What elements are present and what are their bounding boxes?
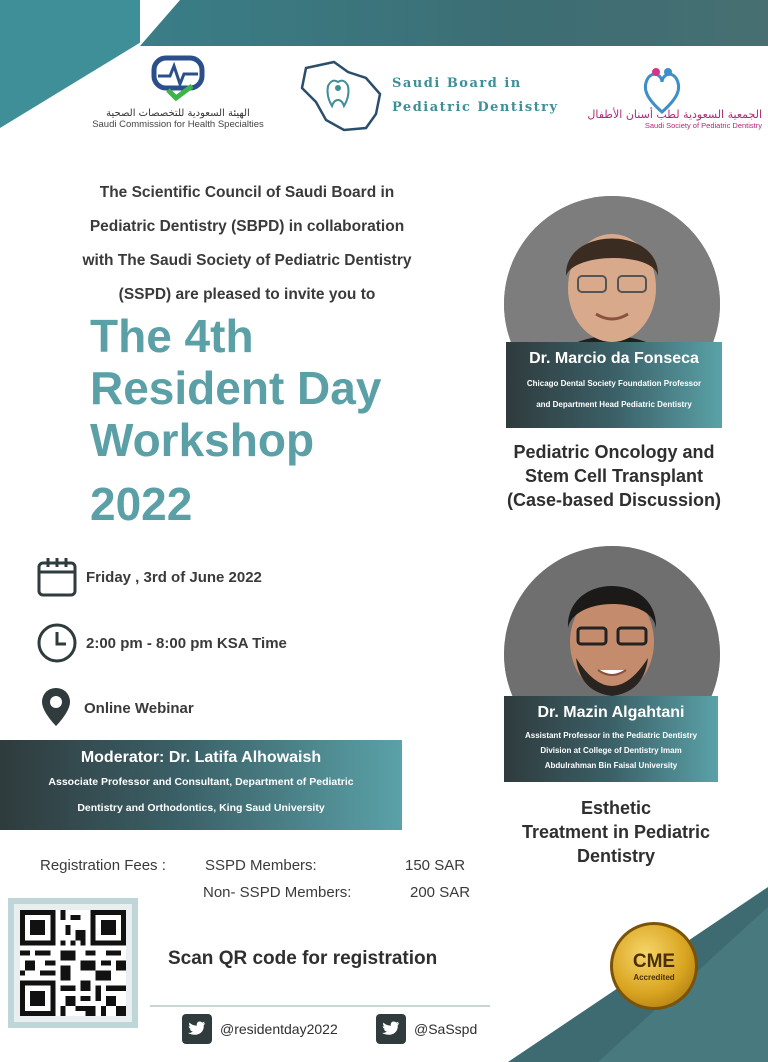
cme-badge-title: CME bbox=[632, 950, 676, 972]
title-line-2: Resident Day bbox=[90, 362, 382, 414]
sbpd-name-line2: Pediatric Dentistry bbox=[392, 100, 559, 115]
twitter-icon bbox=[182, 1014, 212, 1044]
speaker-1-topic-line-3: (Case-based Discussion) bbox=[506, 490, 722, 510]
location-pin-icon bbox=[40, 686, 72, 730]
speaker-2-role-1: Assistant Professor in the Pediatric Dentistry bbox=[524, 731, 698, 740]
invitation-line-3: with The Saudi Society of Pediatric Dentistry bbox=[82, 252, 412, 269]
heart-tooth-icon bbox=[640, 64, 684, 116]
invitation-line-1: The Scientific Council of Saudi Board in bbox=[99, 184, 395, 201]
nonmember-fee-label: Non- SSPD Members: bbox=[203, 884, 352, 901]
invitation-line-4: (SSPD) are pleased to invite you to bbox=[118, 286, 376, 303]
decorative-band-cut bbox=[140, 0, 180, 46]
moderator-description-1: Associate Professor and Consultant, Department of Pediatric bbox=[48, 776, 354, 788]
scfhs-logo-icon bbox=[148, 54, 208, 104]
sspd-name-english: Saudi Society of Pediatric Dentistry bbox=[644, 121, 762, 130]
scfhs-name-english: Saudi Commission for Health Specialties bbox=[92, 119, 264, 130]
calendar-icon bbox=[36, 556, 78, 598]
speaker-2-role-2: Division at College of Dentistry Imam bbox=[540, 746, 682, 755]
invitation-text bbox=[28, 176, 466, 312]
twitter-link-sspd[interactable] bbox=[376, 1014, 477, 1044]
sbpd-name-line1: Saudi Board in bbox=[392, 76, 522, 91]
twitter-link-residentday[interactable] bbox=[182, 1014, 338, 1044]
moderator-panel bbox=[0, 740, 402, 830]
speaker-2-role-3: Abdulrahman Bin Faisal University bbox=[544, 761, 678, 770]
twitter-icon bbox=[376, 1014, 406, 1044]
nonmember-fee-price: 200 SAR bbox=[410, 884, 471, 901]
tooth-map-icon bbox=[296, 58, 386, 134]
cme-badge-subtitle: Accredited bbox=[633, 972, 675, 982]
speaker-1-role-1: Chicago Dental Society Foundation Professor bbox=[526, 379, 702, 388]
title-line-4: 2022 bbox=[90, 478, 193, 530]
twitter-handle-sspd: @SaSspd bbox=[414, 1021, 478, 1037]
event-location: Online Webinar bbox=[84, 699, 194, 717]
clock-icon bbox=[36, 622, 78, 664]
speaker-1-namecard bbox=[506, 342, 722, 428]
decorative-band-top bbox=[140, 0, 768, 46]
scfhs-name-arabic: الهيئة السعودية للتخصصات الصحية bbox=[106, 108, 250, 119]
location-row bbox=[40, 686, 194, 730]
event-title bbox=[90, 310, 470, 530]
speaker-2-namecard bbox=[504, 696, 718, 782]
qr-code-icon bbox=[20, 910, 126, 1016]
date-row bbox=[36, 556, 262, 598]
sspd-logo bbox=[574, 64, 764, 130]
speaker-1-topic-line-1: Pediatric Oncology and bbox=[513, 442, 715, 462]
social-divider bbox=[150, 1005, 490, 1007]
registration-qr-code[interactable] bbox=[8, 898, 138, 1028]
moderator-description-2: Dentistry and Orthodontics, King Saud University bbox=[77, 802, 325, 814]
speaker-1-topic-line-2: Stem Cell Transplant bbox=[524, 466, 704, 486]
speaker-2-topic-line-3: Dentistry bbox=[576, 846, 656, 866]
title-line-3: Workshop bbox=[90, 414, 315, 466]
time-row bbox=[36, 622, 287, 664]
speaker-2-topic bbox=[476, 796, 756, 868]
speaker-2-topic-line-1: Esthetic bbox=[580, 798, 652, 818]
fees-label: Registration Fees : bbox=[40, 857, 166, 874]
speaker-1-topic bbox=[474, 440, 754, 512]
scfhs-logo bbox=[78, 54, 278, 130]
member-fee-price: 150 SAR bbox=[405, 857, 466, 874]
title-line-1: The 4th bbox=[90, 310, 254, 362]
speaker-2-topic-line-2: Treatment in Pediatric bbox=[521, 822, 711, 842]
invitation-line-2: Pediatric Dentistry (SBPD) in collaboration bbox=[89, 218, 405, 235]
moderator-name: Moderator: Dr. Latifa Alhowaish bbox=[80, 749, 322, 766]
sspd-name-arabic: الجمعية السعودية لطب أسنان الأطفال bbox=[587, 108, 762, 121]
speaker-1-role-2: and Department Head Pediatric Dentistry bbox=[536, 400, 692, 409]
speaker-2-name: Dr. Mazin Algahtani bbox=[537, 704, 685, 721]
speaker-1-name: Dr. Marcio da Fonseca bbox=[529, 350, 699, 367]
scan-qr-instruction: Scan QR code for registration bbox=[168, 948, 438, 969]
twitter-handle-residentday: @residentday2022 bbox=[220, 1021, 338, 1037]
event-time: 2:00 pm - 8:00 pm KSA Time bbox=[86, 634, 287, 652]
member-fee-label: SSPD Members: bbox=[205, 857, 317, 874]
event-date: Friday , 3rd of June 2022 bbox=[86, 568, 262, 586]
cme-accredited-badge bbox=[610, 922, 698, 1010]
sbpd-logo bbox=[296, 58, 559, 134]
